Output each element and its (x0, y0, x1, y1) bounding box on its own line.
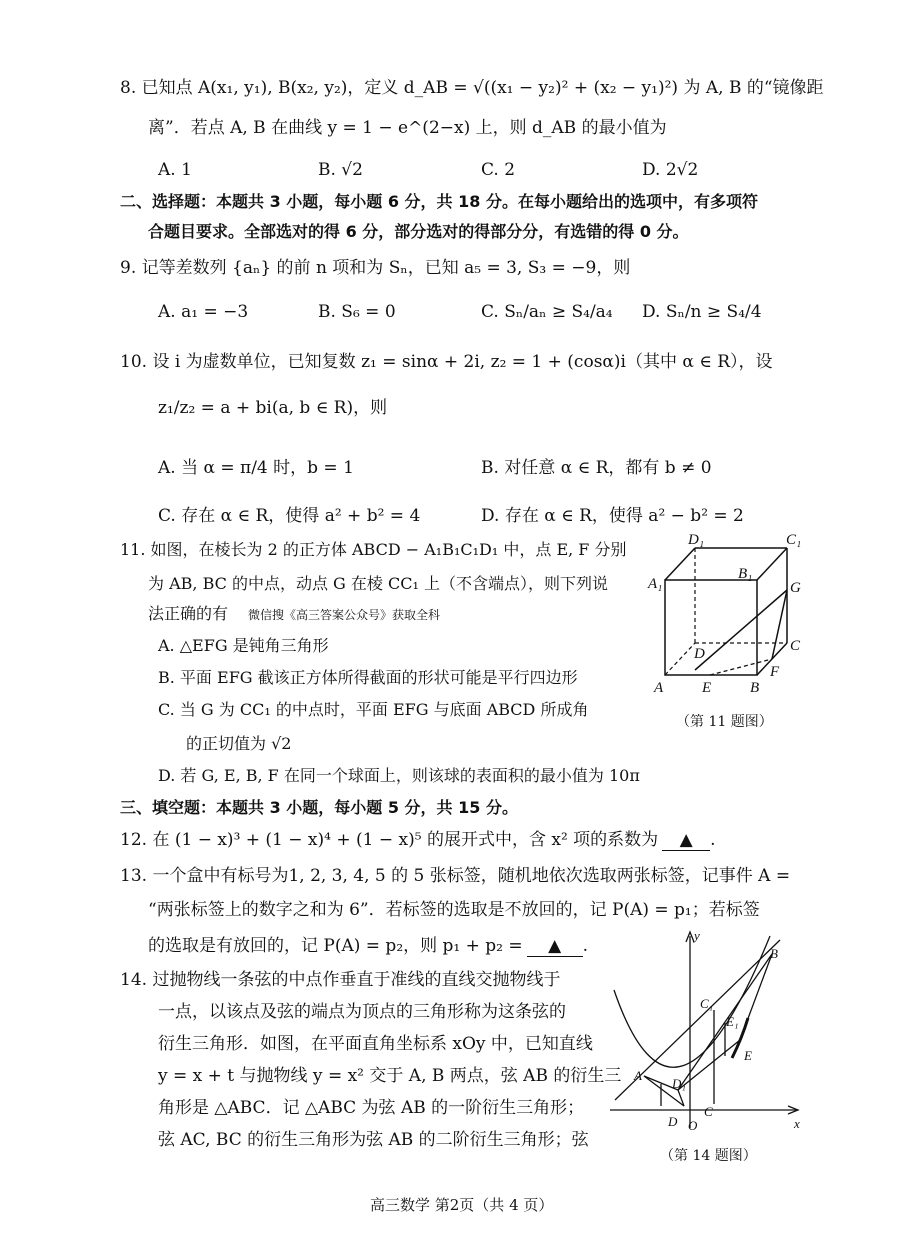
label-a: A (654, 680, 664, 696)
q9-option-c: C. Sₙ/aₙ ≥ S₄/a₄ (481, 302, 613, 322)
q14-line-4: 角形是 △ABC．记 △ABC 为弦 AB 的一阶衍生三角形； (158, 1098, 585, 1118)
label-b: B (750, 680, 760, 696)
label-g: G (790, 580, 801, 596)
q10-option-b: B. 对任意 α ∈ R，都有 b ≠ 0 (481, 458, 712, 478)
page-footer: 高三数学 第2页（共 4 页） (370, 1196, 554, 1214)
q11-line1: 11. 如图，在棱长为 2 的正方体 ABCD − A₁B₁C₁D₁ 中，点 E, F 分别 (120, 540, 627, 559)
q14-line-0: 14. 过抛物线一条弦的中点作垂直于准线的直线交抛物线于 (120, 970, 561, 990)
edge-a1-d1 (665, 548, 695, 580)
q10-option-a: A. 当 α = π/4 时，b = 1 (158, 458, 354, 478)
q13-line3 (148, 936, 588, 957)
q11-option-d: D. 若 G, E, B, F 在同一个球面上，则该球的表面积的最小值为 10π (158, 766, 640, 785)
q14-line-2: 衍生三角形．如图，在平面直角坐标系 xOy 中，已知直线 (158, 1034, 593, 1054)
q11-figure-caption: （第 11 题图） (676, 714, 773, 730)
label-f: F (770, 664, 780, 680)
label-b: B (770, 946, 778, 961)
q11-option-c-cont: 的正切值为 √2 (186, 734, 292, 753)
label-a1: A₁ (648, 576, 663, 592)
section3-title: 三、填空题：本题共 3 小题，每小题 5 分，共 15 分。 (120, 798, 518, 817)
label-c1: C₁ (786, 532, 802, 548)
q11-line2: 为 AB, BC 的中点，动点 G 在棱 CC₁ 上（不含端点），则下列说 (148, 574, 608, 593)
q11-option-a: A. △EFG 是钝角三角形 (158, 636, 329, 655)
q14-figure-caption: （第 14 题图） (660, 1148, 757, 1164)
q12-end: . (710, 830, 716, 850)
cube-figure (640, 530, 820, 705)
label-a: A (634, 1068, 642, 1083)
hidden-edge-a-d (665, 643, 695, 675)
q11-option-c: C. 当 G 为 CC₁ 的中点时，平面 EFG 与底面 ABCD 所成角 (158, 700, 589, 719)
q13-line1: 13. 一个盒中有标号为1, 2, 3, 4, 5 的 5 张标签，随机地依次选取两张标签，记事件 A = (120, 866, 791, 886)
q9-option-d: D. Sₙ/n ≥ S₄/4 (642, 302, 762, 322)
label-d: D (694, 646, 705, 662)
section2-line1: 二、选择题：本题共 3 小题，每小题 6 分，共 18 分。在每小题给出的选项中，有多项符 (120, 192, 758, 211)
q11-watermark: 微信搜《高三答案公众号》获取全科 (248, 608, 441, 622)
q9-option-a: A. a₁ = −3 (158, 302, 249, 322)
q13-end: . (582, 936, 589, 956)
label-o: O (688, 1118, 698, 1133)
q14-line-1: 一点，以该点及弦的端点为顶点的三角形称为这条弦的 (158, 1002, 566, 1022)
q13-line2: “两张标签上的数字之和为 6”．若标签的选取是不放回的，记 P(A) = p₁；若标签 (148, 900, 760, 920)
q14-line-5: 弦 AC, BC 的衍生三角形为弦 AB 的二阶衍生三角形；弦 (158, 1130, 589, 1150)
q8-option-c: C. 2 (481, 160, 516, 180)
q12-text: 12. 在 (1 − x)³ + (1 − x)⁴ + (1 − x)⁵ 的展开式中，含 x² 项的系数为 (120, 830, 659, 850)
q13-blank: ▲ (527, 936, 583, 957)
label-c1: C₁ (700, 996, 714, 1011)
q8-line1: 8. 已知点 A(x₁, y₁), B(x₂, y₂)，定义 d_AB = √((x₁ − y₂)² + (x₂ − y₁)²) 为 A, B 的“镜像距 (120, 78, 824, 98)
q10-line1: 10. 设 i 为虚数单位，已知复数 z₁ = sinα + 2i, z₂ = 1 + (cosα)i（其中 α ∈ R），设 (120, 352, 773, 372)
q9-option-b: B. S₆ = 0 (318, 302, 396, 322)
label-b1: B₁ (738, 566, 753, 582)
label-c: C (704, 1104, 713, 1119)
label-e: E (702, 680, 712, 696)
label-e: E (744, 1048, 752, 1063)
chord-bc (678, 954, 772, 1090)
q8-line2: 离”．若点 A, B 在曲线 y = 1 − e^(2−x) 上，则 d_AB 的最小值为 (148, 118, 667, 138)
q9-stem: 9. 记等差数列 {aₙ} 的前 n 项和为 Sₙ，已知 a₅ = 3, S₃ = −9，则 (120, 258, 631, 278)
q12-line (120, 830, 716, 851)
edge-b1-c1 (757, 548, 787, 580)
q10-option-d: D. 存在 α ∈ R，使得 a² − b² = 2 (481, 506, 744, 526)
label-x: x (794, 1116, 800, 1131)
q8-option-b: B. √2 (318, 160, 363, 180)
q10-line2: z₁/z₂ = a + bi(a, b ∈ R)，则 (158, 398, 388, 418)
label-d1: D₁ (672, 1076, 686, 1091)
q10-option-c: C. 存在 α ∈ R，使得 a² + b² = 4 (158, 506, 421, 526)
section2-line2: 合题目要求。全部选对的得 6 分，部分选对的得部分分，有选错的得 0 分。 (148, 222, 689, 241)
hidden-segment-e-f (710, 659, 772, 675)
q13-line3-text: 的选取是有放回的，记 P(A) = p₂，则 p₁ + p₂ = (148, 936, 523, 956)
q11-line3: 法正确的有 (148, 604, 229, 623)
label-c: C (790, 638, 801, 654)
q8-option-d: D. 2√2 (642, 160, 699, 180)
label-e1: E₁ (726, 1014, 739, 1029)
q12-blank: ▲ (662, 830, 710, 851)
q11-option-b: B. 平面 EFG 截该正方体所得截面的形状可能是平行四边形 (158, 668, 578, 687)
label-d: D (668, 1114, 678, 1129)
label-d1: D₁ (688, 532, 705, 548)
label-y: y (694, 928, 700, 943)
q14-line-3: y = x + t 与抛物线 y = x² 交于 A, B 两点，弦 AB 的衍生三 (158, 1066, 622, 1086)
q8-option-a: A. 1 (158, 160, 192, 180)
parabola-figure (600, 928, 805, 1143)
